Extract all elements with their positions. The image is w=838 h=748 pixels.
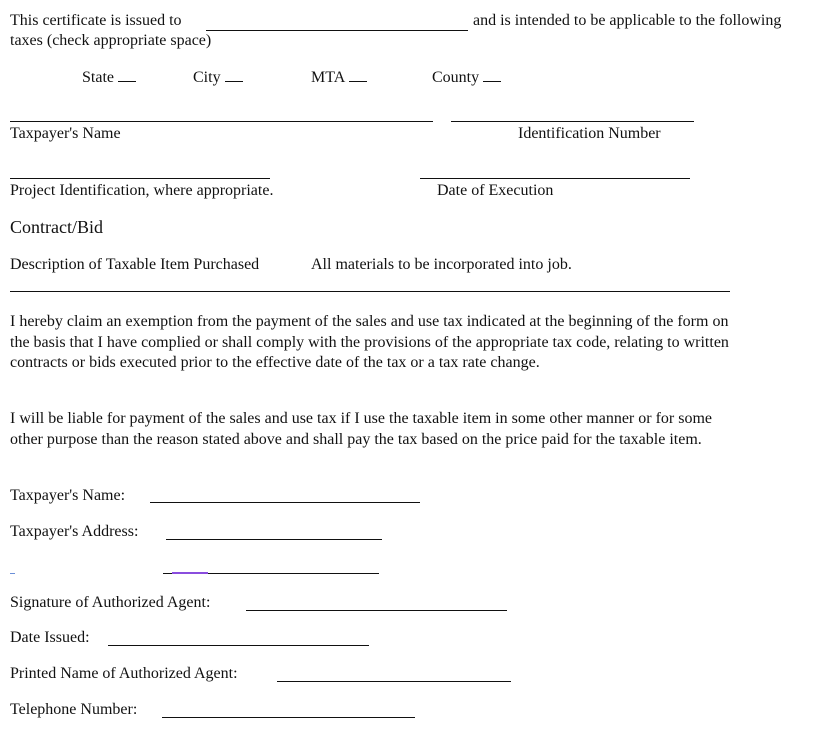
taxpayer-name-field-line[interactable]	[150, 502, 420, 503]
printed-name-field-label: Printed Name of Authorized Agent:	[10, 665, 238, 682]
issued-to-label: This certificate is issued to	[10, 12, 182, 29]
identification-number-caption: Identification Number	[518, 125, 661, 142]
description-value: All materials to be incorporated into job.	[311, 256, 572, 273]
taxpayer-address-field-line[interactable]	[166, 539, 382, 540]
tax-option-county[interactable]	[432, 67, 501, 88]
identification-number-line[interactable]	[451, 121, 694, 122]
taxpayer-address-field-label: Taxpayer's Address:	[10, 523, 139, 540]
taxpayer-name-caption: Taxpayer's Name	[10, 125, 121, 142]
issued-to-line[interactable]	[206, 30, 468, 31]
tax-option-label: State	[82, 69, 114, 86]
stray-mark	[10, 573, 15, 574]
printed-name-field-line[interactable]	[277, 681, 511, 682]
checkbox-blank[interactable]	[225, 67, 243, 82]
taxpayer-name-field-label: Taxpayer's Name:	[10, 487, 126, 504]
liability-paragraph: I will be liable for payment of the sales and use tax if I use the taxable item in some other manner or for some other purpose than the reason stated above and shall pay the tax based on the price paid for the taxable item.	[10, 410, 712, 448]
tax-option-label: City	[193, 69, 221, 86]
taxpayer-name-line[interactable]	[10, 121, 433, 122]
description-line[interactable]	[10, 291, 730, 292]
date-of-execution-line[interactable]	[420, 178, 690, 179]
date-of-execution-caption: Date of Execution	[437, 182, 554, 199]
telephone-field-line[interactable]	[162, 717, 415, 718]
tax-option-city[interactable]	[193, 67, 243, 88]
contract-bid-heading: Contract/Bid	[10, 217, 103, 237]
signature-field-line[interactable]	[246, 610, 507, 611]
project-identification-caption: Project Identification, where appropriate.	[10, 182, 274, 199]
checkbox-blank[interactable]	[483, 67, 501, 82]
cursor-highlight	[172, 572, 208, 574]
checkbox-blank[interactable]	[118, 67, 136, 82]
signature-field-label: Signature of Authorized Agent:	[10, 594, 211, 611]
date-issued-field-line[interactable]	[108, 645, 369, 646]
taxes-check-label: taxes (check appropriate space)	[10, 32, 212, 49]
tax-option-label: County	[432, 69, 480, 86]
telephone-field-label: Telephone Number:	[10, 701, 138, 718]
tax-option-label: MTA	[311, 69, 346, 86]
tax-option-state[interactable]	[82, 67, 136, 88]
checkbox-blank[interactable]	[349, 67, 367, 82]
tax-option-mta[interactable]	[311, 67, 367, 88]
exemption-paragraph: I hereby claim an exemption from the payment of the sales and use tax indicated at the beginning of the form on the basis that I have complied or shall comply with the provisions of the appropriate tax code, relating to written contracts or bids executed prior to the effective date of the tax or a tax rate change.	[10, 313, 729, 371]
description-label: Description of Taxable Item Purchased	[10, 256, 260, 273]
date-issued-field-label: Date Issued:	[10, 629, 90, 646]
applicable-to-label: and is intended to be applicable to the following	[473, 12, 782, 29]
project-identification-line[interactable]	[10, 178, 270, 179]
